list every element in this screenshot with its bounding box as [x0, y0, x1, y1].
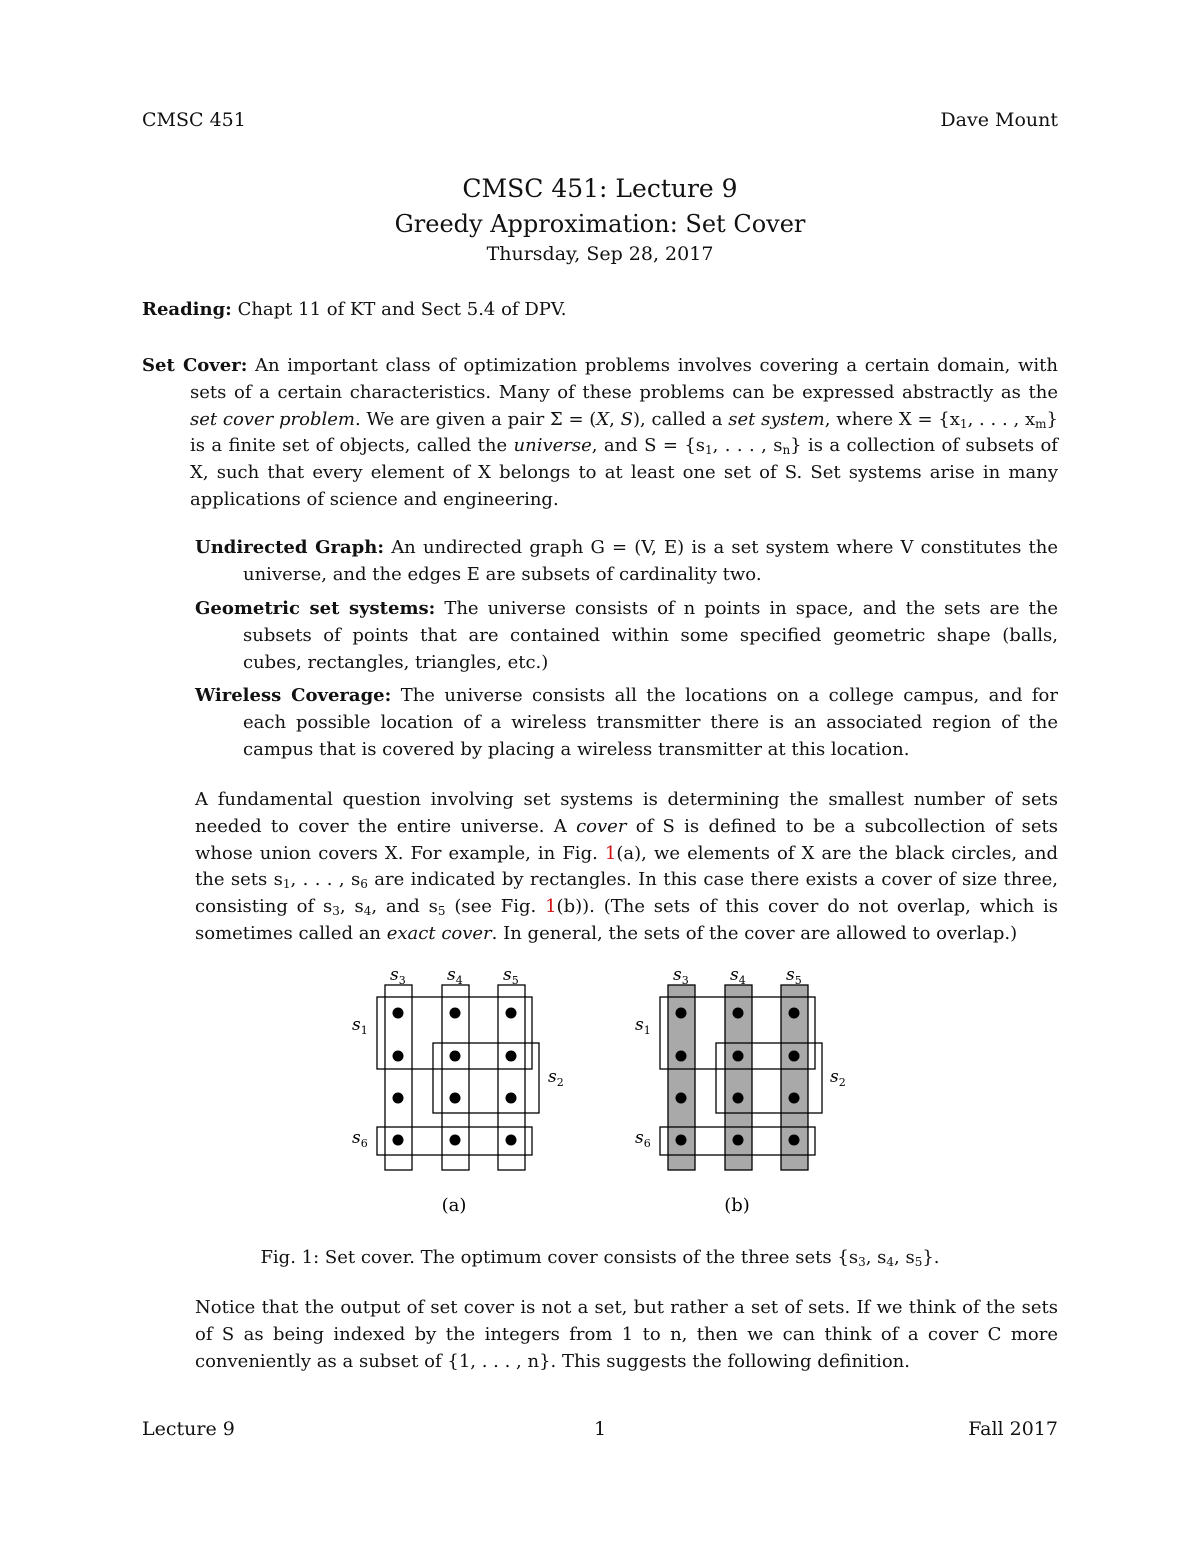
set-cover-text-3: ), called a — [632, 408, 723, 430]
subscript: 1 — [959, 416, 968, 431]
header-course: CMSC 451 — [142, 109, 246, 131]
set-cover-text-8: , . . . , s — [712, 435, 783, 457]
subscript: 6 — [360, 877, 368, 892]
term-set-system: set system — [728, 408, 825, 430]
label-s2: $s_2$ — [548, 1067, 564, 1089]
set-cover-text-7: , and S = {s — [591, 435, 706, 457]
set-cover-text-1: An important class of optimization problems involves covering a certain domain, with sets of a certain characteristics. Many of these problems can be expressed abstractly as the — [190, 355, 1058, 403]
subscript: 1 — [705, 443, 713, 458]
label-s1: $s_1$ — [352, 1015, 368, 1037]
term-exact-cover: exact cover — [386, 922, 492, 944]
fundamental-text-9: (b)). (The sets of this cover do not overlap, which is sometimes called an — [195, 896, 1058, 944]
reading-text: Chapt 11 of KT and Sect 5.4 of DPV. — [237, 299, 567, 320]
example-label: Geometric set systems: — [195, 598, 436, 619]
caption-end: }. — [922, 1247, 940, 1268]
lecture-topic: Greedy Approximation: Set Cover — [394, 210, 806, 238]
fundamental-text-2: of S is defined to be a subcollection of sets whose union covers X. For example, in Fig. — [195, 815, 1058, 864]
label-s3: $s_3$ — [390, 965, 406, 987]
set-cover-label: Set Cover: — [142, 355, 248, 376]
example-text: The universe consists of n points in space, and the sets are the subsets of points that are contained within some specified geometric shape (balls, cubes, rectangles, triangles, etc.) — [243, 598, 1058, 673]
term-cover: cover — [576, 815, 627, 837]
fundamental-text-1: A fundamental question involving set systems is determining the smallest number of sets needed to cover the entire universe. A — [195, 789, 1058, 837]
label-s6: $s_6$ — [352, 1128, 368, 1150]
figure-reference-link[interactable]: 1 — [604, 842, 617, 864]
fundamental-text-3: (a), we elements of X are the black circles, and the sets s — [195, 842, 1059, 891]
lecture-date: Thursday, Sep 28, 2017 — [486, 243, 714, 265]
subscript: 3 — [332, 904, 340, 919]
subscript: 5 — [914, 1255, 923, 1269]
fundamental-text-4: , . . . , s — [290, 869, 361, 891]
label-s4: $s_4$ — [447, 965, 463, 987]
subscript: 3 — [858, 1255, 866, 1269]
caption-sep: , s — [894, 1247, 915, 1268]
caption-sep: , s — [865, 1247, 887, 1268]
label-s5: $s_5$ — [786, 965, 802, 987]
set-cover-text-2: . We are given a pair Σ = ( — [354, 408, 597, 430]
example-text: An undirected graph G = (V, E) is a set system where V constitutes the universe, and the edges E are subsets of cardinality two. — [243, 537, 1059, 585]
subscript: 5 — [437, 904, 446, 919]
fundamental-text-5: are indicated by rectangles. In this case there exists a cover of size three, consisting of s — [195, 869, 1058, 918]
panel-b-label: (b) — [724, 1195, 750, 1216]
fundamental-text-6: , s — [339, 896, 364, 918]
panel-a-label: (a) — [441, 1195, 467, 1216]
example-wireless-coverage — [195, 683, 1058, 763]
subscript: 4 — [886, 1255, 895, 1269]
figure-reference-link[interactable]: 1 — [545, 896, 557, 918]
example-text: The universe consists all the locations on a college campus, and for each possible location of a wireless transmitter there is an associated region of the campus that is covered by placing a wireless transmitter at this location. — [243, 685, 1058, 760]
fundamental-paragraph — [195, 787, 1058, 948]
label-s3: $s_3$ — [673, 965, 689, 987]
set-s2-rect — [433, 1043, 539, 1113]
example-label: Wireless Coverage: — [195, 685, 392, 706]
fundamental-text-7: , and s — [371, 896, 438, 918]
label-s5: $s_5$ — [503, 965, 519, 987]
label-s2: $s_2$ — [830, 1067, 846, 1089]
set-cover-text-9: } is a collection of subsets of X, such that every element of X belongs to at least one set of S. Set systems arise in many applications of science and engineering. — [190, 435, 1058, 510]
set-cover-text-4: , where X = {x — [824, 408, 960, 430]
notice-paragraph: Notice that the output of set cover is not a set, but rather a set of sets. If we think of the sets of S as being indexed by the integers from 1 to n, then we can think of a cover C more conveniently as a subset of {1, . . . , n}. This suggests the following definition. — [195, 1297, 1058, 1372]
label-s4: $s_4$ — [730, 965, 746, 987]
set-cover-text-5: , . . . , x — [967, 408, 1036, 430]
caption-text: Fig. 1: Set cover. The optimum cover consists of the three sets {s — [260, 1247, 859, 1268]
footer-page-number: 1 — [593, 1418, 607, 1440]
fundamental-text-10: . In general, the sets of the cover are allowed to overlap.) — [491, 922, 1018, 944]
set-cover-paragraph — [142, 353, 1058, 514]
subscript: n — [782, 443, 791, 458]
figure-caption — [0, 1245, 1200, 1272]
set-cover-text-6: } is a finite set of objects, called the — [190, 408, 1058, 457]
var-s: S — [620, 408, 633, 430]
footer-term: Fall 2017 — [968, 1418, 1058, 1440]
label-s1: $s_1$ — [635, 1015, 651, 1037]
reading-label: Reading: — [142, 299, 232, 320]
panel-b — [660, 985, 822, 1170]
footer-lecture: Lecture 9 — [142, 1418, 235, 1440]
subscript: m — [1035, 416, 1047, 431]
term-set-cover-problem: set cover problem — [190, 408, 355, 430]
set-cover-comma: , — [609, 408, 621, 430]
set-cover-figure — [330, 955, 870, 1220]
label-s6: $s_6$ — [635, 1128, 651, 1150]
example-label: Undirected Graph: — [195, 537, 385, 558]
example-geometric-set-systems — [195, 596, 1058, 676]
panel-a — [377, 985, 539, 1170]
var-x: X — [596, 408, 610, 430]
example-undirected-graph — [195, 535, 1058, 589]
lecture-title: CMSC 451: Lecture 9 — [462, 174, 738, 203]
reading-line — [142, 297, 1058, 324]
header-author: Dave Mount — [940, 109, 1058, 131]
subscript: 4 — [363, 904, 372, 919]
term-universe: universe — [513, 435, 592, 457]
fundamental-text-8: (see Fig. — [454, 896, 537, 918]
subscript: 1 — [282, 877, 291, 892]
